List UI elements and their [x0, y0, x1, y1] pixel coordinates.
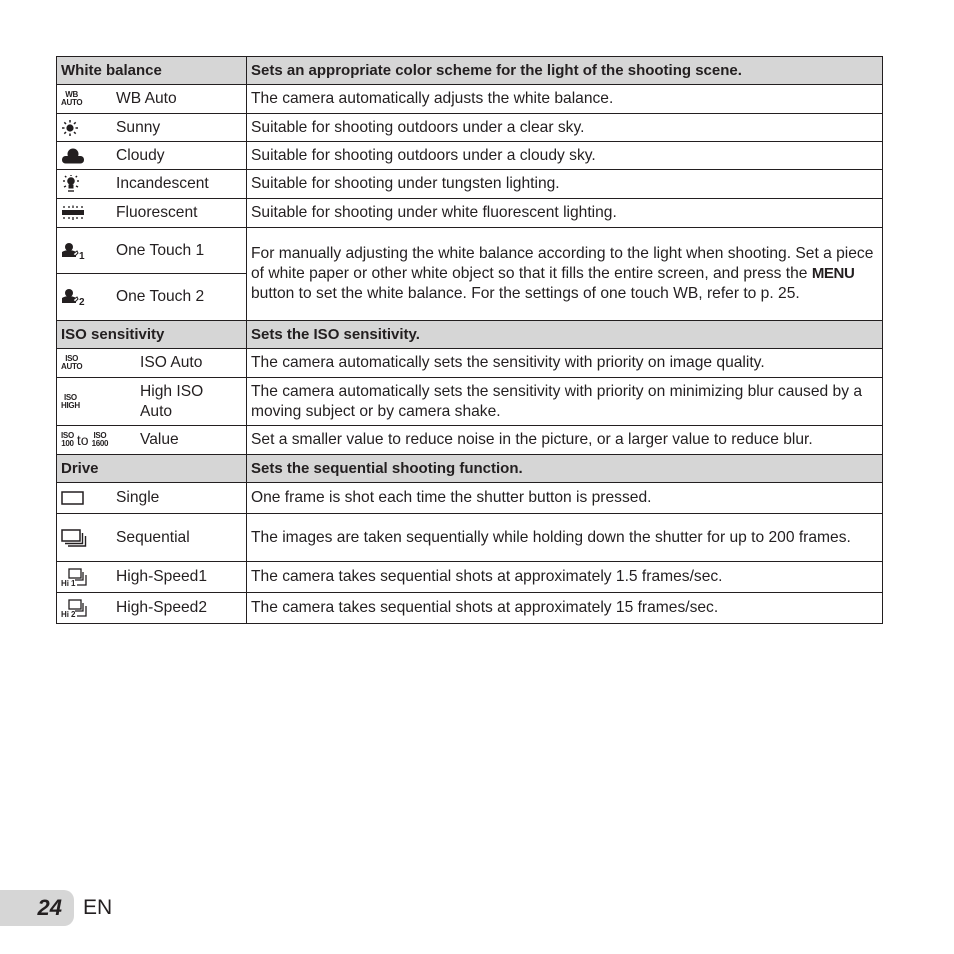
header-label: Drive — [57, 455, 247, 483]
wb-auto-icon: WB AUTO — [61, 90, 83, 107]
cloud-icon — [61, 148, 116, 164]
svg-text:1: 1 — [79, 250, 85, 260]
table-row — [57, 562, 883, 593]
page-number: 24 — [0, 890, 74, 926]
iso-high-icon: ISO HIGH — [61, 392, 80, 410]
section-header-drive — [57, 455, 883, 483]
option-description: Suitable for shooting outdoors under a cloudy sky. — [247, 142, 883, 170]
table-row — [57, 199, 883, 228]
one-touch-description: For manually adjusting the white balance according to the light when shooting. Set a piece of white paper or other white object so that it fills the entire screen, and press the MENU button to set the white balance. For the settings of one touch WB, refer to p. 25. — [247, 228, 883, 321]
bulb-icon — [61, 175, 116, 193]
one-touch-1-icon — [61, 242, 116, 260]
table-row — [57, 85, 883, 114]
fluorescent-icon — [61, 205, 116, 221]
table-row — [57, 426, 883, 455]
page-footer — [0, 890, 112, 926]
table-row — [57, 593, 883, 624]
option-description: The images are taken sequentially while holding down the shutter for up to 200 frames. — [247, 514, 883, 562]
language-code: EN — [83, 896, 113, 919]
option-description: Suitable for shooting under tungsten lighting. — [247, 170, 883, 199]
sequential-icon — [61, 529, 116, 547]
header-description: Sets the ISO sensitivity. — [247, 321, 883, 349]
table-row — [57, 228, 883, 274]
svg-text:Hi: Hi — [61, 579, 69, 587]
table-row — [57, 378, 883, 426]
sun-icon — [61, 120, 116, 136]
svg-text:1: 1 — [71, 579, 76, 587]
option-label: Incandescent — [116, 175, 209, 192]
option-description: One frame is shot each time the shutter button is pressed. — [247, 483, 883, 514]
option-description: The camera automatically sets the sensitivity with priority on minimizing blur caused by a moving subject or by camera shake. — [247, 378, 883, 426]
option-label: One Touch 2 — [116, 288, 205, 305]
settings-table — [56, 56, 883, 624]
option-description: The camera automatically sets the sensitivity with priority on image quality. — [247, 349, 883, 378]
high-speed-1-icon — [61, 567, 116, 587]
option-label: WB Auto — [116, 90, 177, 107]
table-row — [57, 142, 883, 170]
option-description: Set a smaller value to reduce noise in the picture, or a larger value to reduce blur. — [247, 426, 883, 455]
table-row — [57, 349, 883, 378]
header-label: White balance — [57, 57, 247, 85]
svg-text:2: 2 — [71, 610, 76, 618]
iso-range-icons: ISO 100 to ISO 1600 — [61, 431, 109, 448]
table-row — [57, 514, 883, 562]
option-label: One Touch 1 — [116, 241, 205, 259]
iso-auto-icon: ISO AUTO — [61, 354, 83, 371]
section-header-white-balance — [57, 57, 883, 85]
option-label: High-Speed1 — [116, 568, 208, 585]
header-description: Sets the sequential shooting function. — [247, 455, 883, 483]
table-row — [57, 114, 883, 142]
iso-1600-icon: ISO 1600 — [91, 431, 109, 448]
option-label: Cloudy — [116, 146, 165, 164]
option-description: The camera automatically adjusts the white balance. — [247, 85, 883, 114]
option-description: The camera takes sequential shots at approximately 15 frames/sec. — [247, 593, 883, 624]
header-label: ISO sensitivity — [57, 321, 247, 349]
option-description: Suitable for shooting outdoors under a clear sky. — [247, 114, 883, 142]
header-description: Sets an appropriate color scheme for the light of the shooting scene. — [247, 57, 883, 85]
option-label: Sequential — [116, 528, 190, 546]
table-row — [57, 170, 883, 199]
iso-100-icon: ISO 100 — [61, 431, 74, 448]
option-label: High-Speed2 — [116, 599, 208, 616]
section-header-iso — [57, 321, 883, 349]
one-touch-2-icon — [61, 288, 116, 306]
svg-text:2: 2 — [79, 297, 85, 306]
option-label: Value — [140, 431, 179, 448]
option-label: Fluorescent — [116, 204, 198, 221]
table-row — [57, 483, 883, 514]
option-label: ISO Auto — [140, 354, 203, 371]
option-description: Suitable for shooting under white fluorescent lighting. — [247, 199, 883, 228]
svg-text:Hi: Hi — [61, 610, 69, 618]
option-label: Single — [116, 489, 160, 506]
menu-button-label: MENU — [811, 265, 855, 282]
option-label: Sunny — [116, 118, 161, 136]
high-speed-2-icon — [61, 598, 116, 618]
single-frame-icon — [61, 491, 116, 505]
option-description: The camera takes sequential shots at approximately 1.5 frames/sec. — [247, 562, 883, 593]
option-label: High ISO Auto — [140, 382, 204, 420]
